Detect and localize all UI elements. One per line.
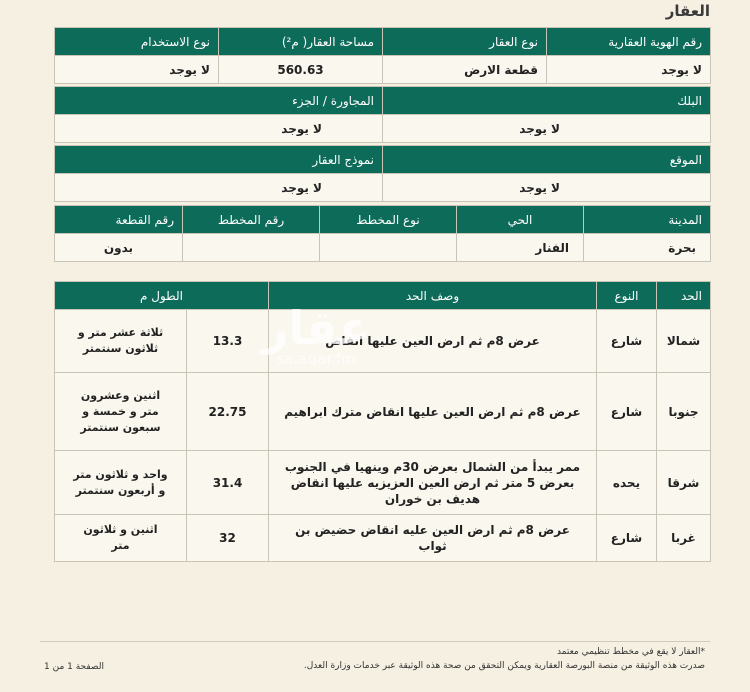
value-district: الفنار: [457, 234, 584, 262]
header-location: الموقع: [383, 146, 711, 174]
value-usage-type: لا يوجد: [55, 56, 219, 84]
value-plan-type: [320, 234, 457, 262]
table-row: [55, 310, 711, 373]
header-side: الحد: [657, 282, 711, 310]
header-property-id: رقم الهوية العقارية: [547, 28, 711, 56]
boundary-type: شارع: [597, 515, 657, 562]
boundary-description: ممر يبدأ من الشمال بعرض 30م وينهيا في الجنوب بعرض 5 متر ثم ارض العين العزيزيه عليها انقاض هديف بن خوران: [269, 451, 597, 515]
header-property-model: نموذج العقار: [55, 146, 383, 174]
boundary-length-words: اثنين و ثلاثون متر: [55, 515, 187, 562]
section-title: العقار: [665, 2, 710, 20]
boundary-description: عرض 8م ثم ارض العين عليه انقاض حضيض بن ثواب: [269, 515, 597, 562]
boundary-length: 32: [187, 515, 269, 562]
header-type: النوع: [597, 282, 657, 310]
value-plan-number: [183, 234, 320, 262]
boundary-type: يحده: [597, 451, 657, 515]
boundary-side: شرقا: [657, 451, 711, 515]
footer-note-verification: صدرت هذه الوثيقة من منصة البورصة العقارية ويمكن التحقق من صحة هذه الوثيقة عبر خدمات وزارة العدل.: [303, 661, 705, 671]
page-number: الصفحة 1 من 1: [44, 662, 104, 672]
boundary-side: غربا: [657, 515, 711, 562]
value-neighborhood-part: لا يوجد: [55, 115, 383, 143]
block-table: [54, 86, 711, 143]
boundary-length: 13.3: [187, 310, 269, 373]
header-property-area: مساحة العقار( م²): [219, 28, 383, 56]
table-row: [55, 515, 711, 562]
header-city: المدينة: [584, 206, 711, 234]
header-plan-number: رقم المخطط: [183, 206, 320, 234]
value-block: لا يوجد: [383, 115, 711, 143]
value-property-id: لا يوجد: [547, 56, 711, 84]
header-neighborhood-part: المجاورة / الجزء: [55, 87, 383, 115]
header-usage-type: نوع الاستخدام: [55, 28, 219, 56]
boundary-length: 31.4: [187, 451, 269, 515]
location-table: [54, 145, 711, 202]
boundaries-table: [54, 281, 711, 562]
header-length: الطول م: [55, 282, 269, 310]
address-table: [54, 205, 711, 262]
header-description: وصف الحد: [269, 282, 597, 310]
table-row: [55, 451, 711, 515]
boundary-side: شمالا: [657, 310, 711, 373]
value-property-area: 560.63: [219, 56, 383, 84]
boundary-type: شارع: [597, 310, 657, 373]
boundary-length: 22.75: [187, 373, 269, 451]
property-basic-table: [54, 27, 711, 84]
boundary-length-words: ثلاثة عشر متر و ثلاثون سنتمتر: [55, 310, 187, 373]
value-property-model: لا يوجد: [55, 174, 383, 202]
boundary-type: شارع: [597, 373, 657, 451]
watermark-logo-text: عقار: [262, 301, 371, 355]
header-property-type: نوع العقار: [383, 28, 547, 56]
footer-note-plan: *العقار لا يقع في مخطط تنظيمي معتمد: [556, 647, 705, 657]
boundary-length-words: اثنين وعشرون متر و خمسة و سبعون سنتمتر: [55, 373, 187, 451]
header-plot-number: رقم القطعة: [55, 206, 183, 234]
boundary-description: عرض 8م ثم ارض العين عليها انقاض: [269, 310, 597, 373]
header-plan-type: نوع المخطط: [320, 206, 457, 234]
value-plot-number: بدون: [55, 234, 183, 262]
value-property-type: قطعة الارض: [383, 56, 547, 84]
watermark-url: sa.aqar.fm: [276, 350, 356, 368]
footer-divider: [40, 641, 710, 642]
value-city: بحرة: [584, 234, 711, 262]
table-row: [55, 373, 711, 451]
boundary-description: عرض 8م ثم ارض العين عليها انقاض مترك ابراهيم: [269, 373, 597, 451]
header-district: الحي: [457, 206, 584, 234]
value-location: لا يوجد: [383, 174, 711, 202]
boundary-length-words: واحد و ثلاثون متر و أربعون سنتمتر: [55, 451, 187, 515]
boundary-side: جنوبا: [657, 373, 711, 451]
header-block: البلك: [383, 87, 711, 115]
